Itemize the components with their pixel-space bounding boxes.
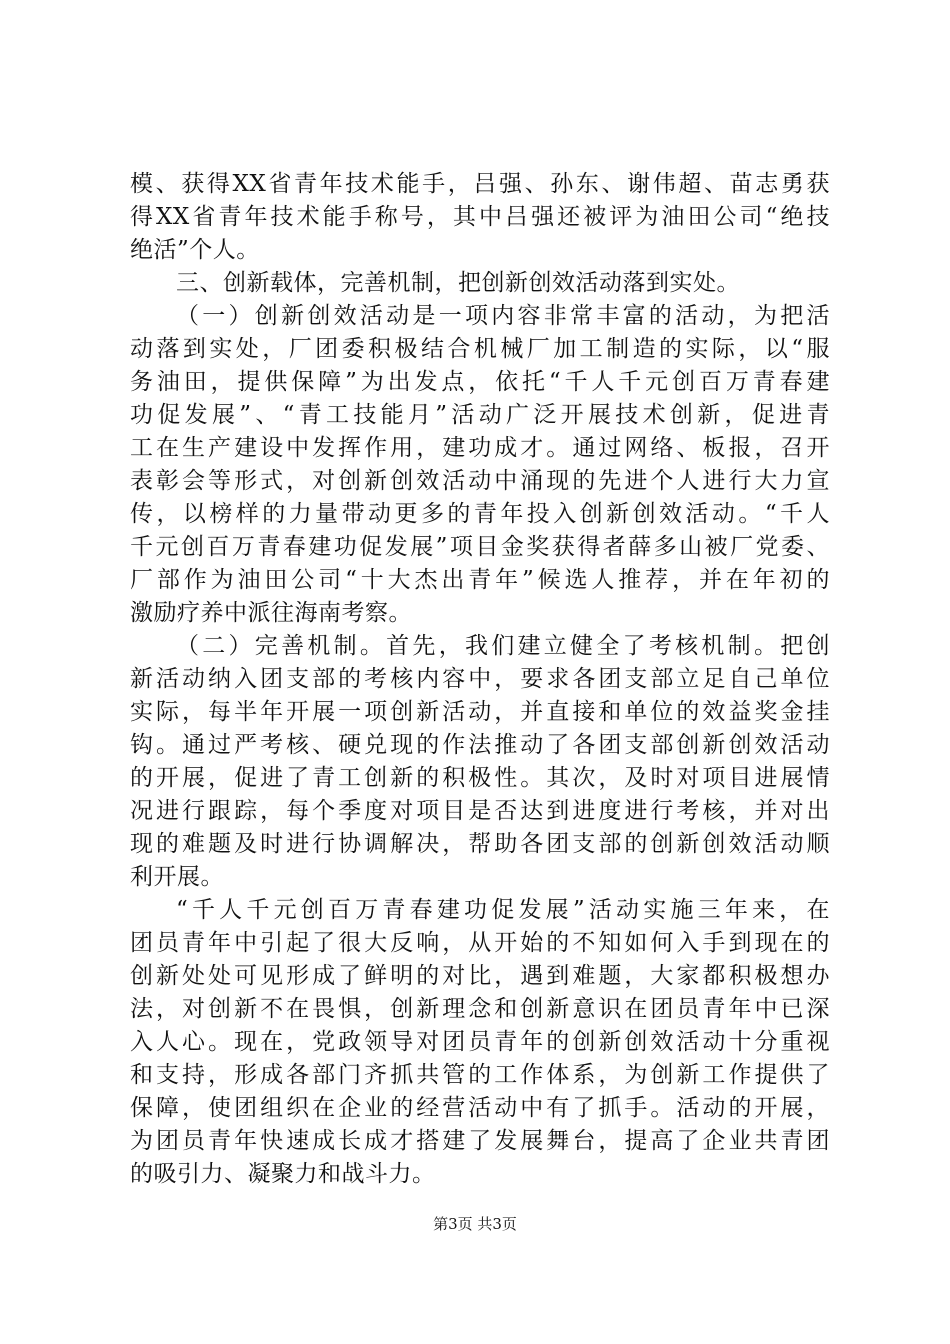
text-line: “千人千元创百万青春建功促发展”活动实施三年来，在 <box>176 897 830 923</box>
page-number-footer: 第3页 共3页 <box>433 1215 517 1233</box>
text-line: 团员青年中引起了很大反响，从开始的不知如何入手到现在的 <box>130 930 830 956</box>
text-line: 绝活”个人。 <box>130 237 260 263</box>
text-line: 现的难题及时进行协调解决，帮助各团支部的创新创效活动顺 <box>130 831 830 857</box>
text-line: 表彰会等形式，对创新创效活动中涌现的先进个人进行大力宣 <box>130 468 830 494</box>
text-line: 入人心。现在，党政领导对团员青年的创新创效活动十分重视 <box>130 1029 830 1055</box>
text-line: 厂部作为油田公司“十大杰出青年”候选人推荐，并在年初的 <box>130 567 830 593</box>
text-line: 千元创百万青春建功促发展”项目金奖获得者薛多山被厂党委、 <box>130 534 830 560</box>
text-line: 新活动纳入团支部的考核内容中，要求各团支部立足自己单位 <box>130 666 830 692</box>
section-heading: 三、创新载体，完善机制，把创新创效活动落到实处。 <box>176 270 740 296</box>
text-line: （一）创新创效活动是一项内容非常丰富的活动，为把活 <box>176 303 830 329</box>
text-line: 况进行跟踪，每个季度对项目是否达到进度进行考核，并对出 <box>130 798 830 824</box>
text-line: 传，以榜样的力量带动更多的青年投入创新创效活动。“千人 <box>130 501 830 527</box>
text-line: 钩。通过严考核、硬兑现的作法推动了各团支部创新创效活动 <box>130 732 830 758</box>
text-line: 利开展。 <box>130 864 224 890</box>
text-line: 得XX省青年技术能手称号，其中吕强还被评为油田公司“绝技 <box>130 204 830 230</box>
text-line: 和支持，形成各部门齐抓共管的工作体系，为创新工作提供了 <box>130 1062 830 1088</box>
text-line: 动落到实处，厂团委积极结合机械厂加工制造的实际，以“服 <box>130 336 830 362</box>
text-line: 法，对创新不在畏惧，创新理念和创新意识在团员青年中已深 <box>130 996 830 1022</box>
text-line: 工在生产建设中发挥作用，建功成才。通过网络、板报，召开 <box>130 435 830 461</box>
document-body <box>130 168 830 1191</box>
text-line: 的吸引力、凝聚力和战斗力。 <box>130 1161 436 1187</box>
text-line: 激励疗养中派往海南考察。 <box>130 600 412 626</box>
text-line: 功促发展”、“青工技能月”活动广泛开展技术创新，促进青 <box>130 402 830 428</box>
text-line: 模、获得XX省青年技术能手，吕强、孙东、谢伟超、苗志勇获 <box>130 171 830 197</box>
text-line: 实际，每半年开展一项创新活动，并直接和单位的效益奖金挂 <box>130 699 830 725</box>
text-line: 为团员青年快速成长成才搭建了发展舞台，提高了企业共青团 <box>130 1128 830 1154</box>
text-line: （二）完善机制。首先，我们建立健全了考核机制。把创 <box>176 633 830 659</box>
text-line: 的开展，促进了青工创新的积极性。其次，及时对项目进展情 <box>130 765 830 791</box>
text-line: 务油田，提供保障”为出发点，依托“千人千元创百万青春建 <box>130 369 830 395</box>
text-line: 创新处处可见形成了鲜明的对比，遇到难题，大家都积极想办 <box>130 963 830 989</box>
text-line: 保障，使团组织在企业的经营活动中有了抓手。活动的开展， <box>130 1095 830 1121</box>
